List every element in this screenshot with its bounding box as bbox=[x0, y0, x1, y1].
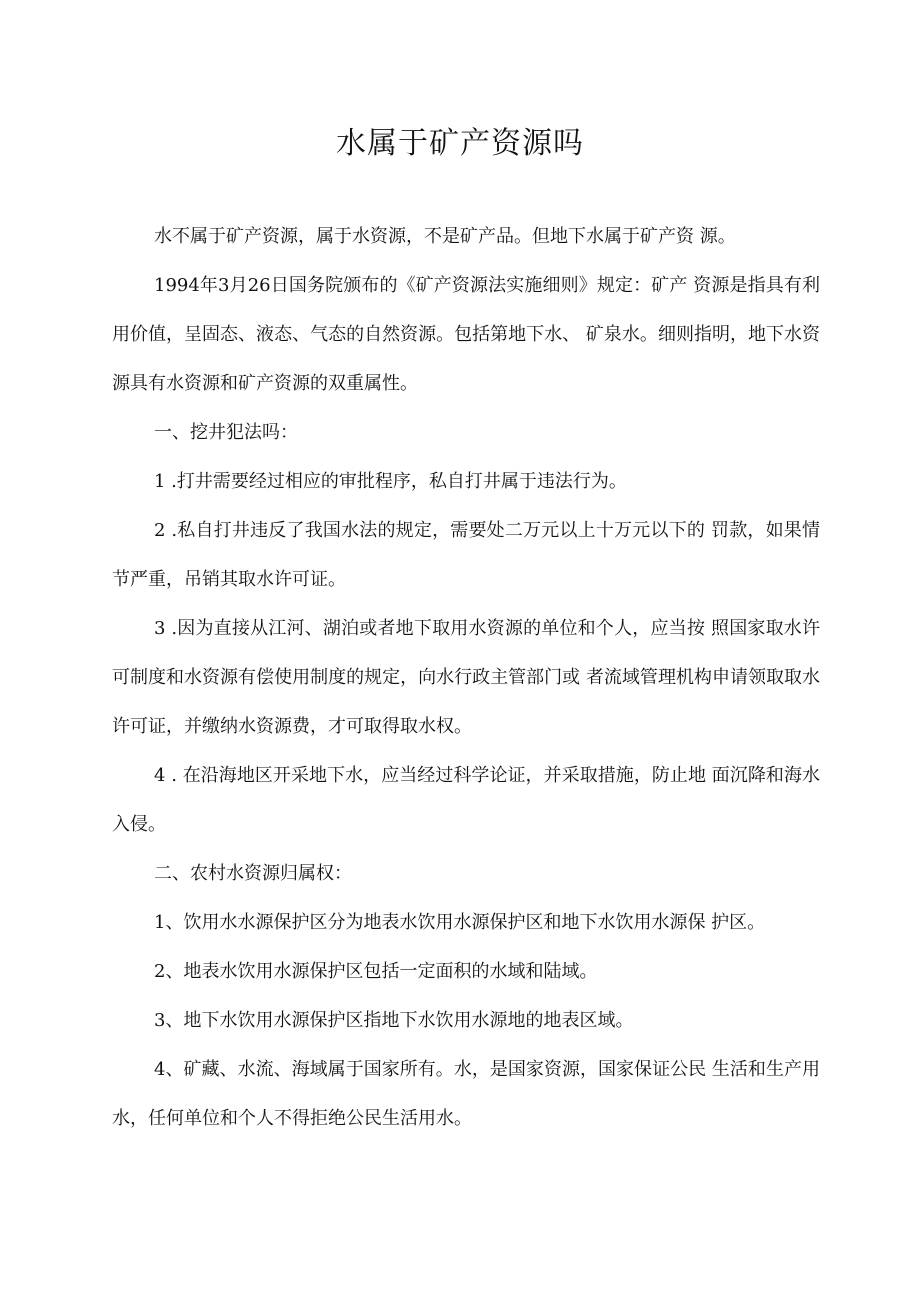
list-item-well-3: 3 .因为直接从江河、湖泊或者地下取用水资源的单位和个人，应当按 照国家取水许可制度和水资源有偿使用制度的规定，向水行政主管部门或 者流域管理机构申请领取取水许可证，并缴纳水资源费，才可取得取水权。 bbox=[112, 618, 820, 737]
list-item-well-4: 4 . 在沿海地区开采地下水，应当经过科学论证，并采取措施，防止地 面沉降和海水入侵。 bbox=[112, 765, 820, 835]
document-title: 水属于矿产资源吗 bbox=[336, 126, 584, 161]
section-heading-rural-water: 二、农村水资源归属权： bbox=[154, 863, 352, 884]
list-item-rural-2: 2、地表水饮用水源保护区包括一定面积的水域和陆域。 bbox=[154, 961, 598, 982]
section-heading-well-digging: 一、挖井犯法吗： bbox=[154, 422, 298, 443]
list-item-rural-1: 1、饮用水水源保护区分为地表水饮用水源保护区和地下水饮用水源保 护区。 bbox=[154, 912, 766, 933]
list-item-rural-4: 4、矿藏、水流、海域属于国家所有。水，是国家资源，国家保证公民 生活和生产用水，任何单位和个人不得拒绝公民生活用水。 bbox=[112, 1059, 820, 1129]
list-item-rural-3: 3、地下水饮用水源保护区指地下水饮用水源地的地表区域。 bbox=[154, 1010, 634, 1031]
paragraph-regulation: 1994年3月26日国务院颁布的《矿产资源法实施细则》规定：矿产 资源是指具有利用价值，呈固态、液态、气态的自然资源。包括第地下水、 矿泉水。细则指明，地下水资源具有水资源和矿产资源的双重属性。 bbox=[112, 275, 820, 394]
document-body bbox=[112, 212, 820, 1143]
paragraph-intro: 水不属于矿产资源，属于水资源，不是矿产品。但地下水属于矿产资 源。 bbox=[154, 226, 736, 247]
list-item-well-2: 2 .私自打井违反了我国水法的规定，需要处二万元以上十万元以下的 罚款，如果情节严重，吊销其取水许可证。 bbox=[112, 520, 820, 590]
list-item-well-1: 1 .打井需要经过相应的审批程序，私自打井属于违法行为。 bbox=[154, 471, 627, 492]
